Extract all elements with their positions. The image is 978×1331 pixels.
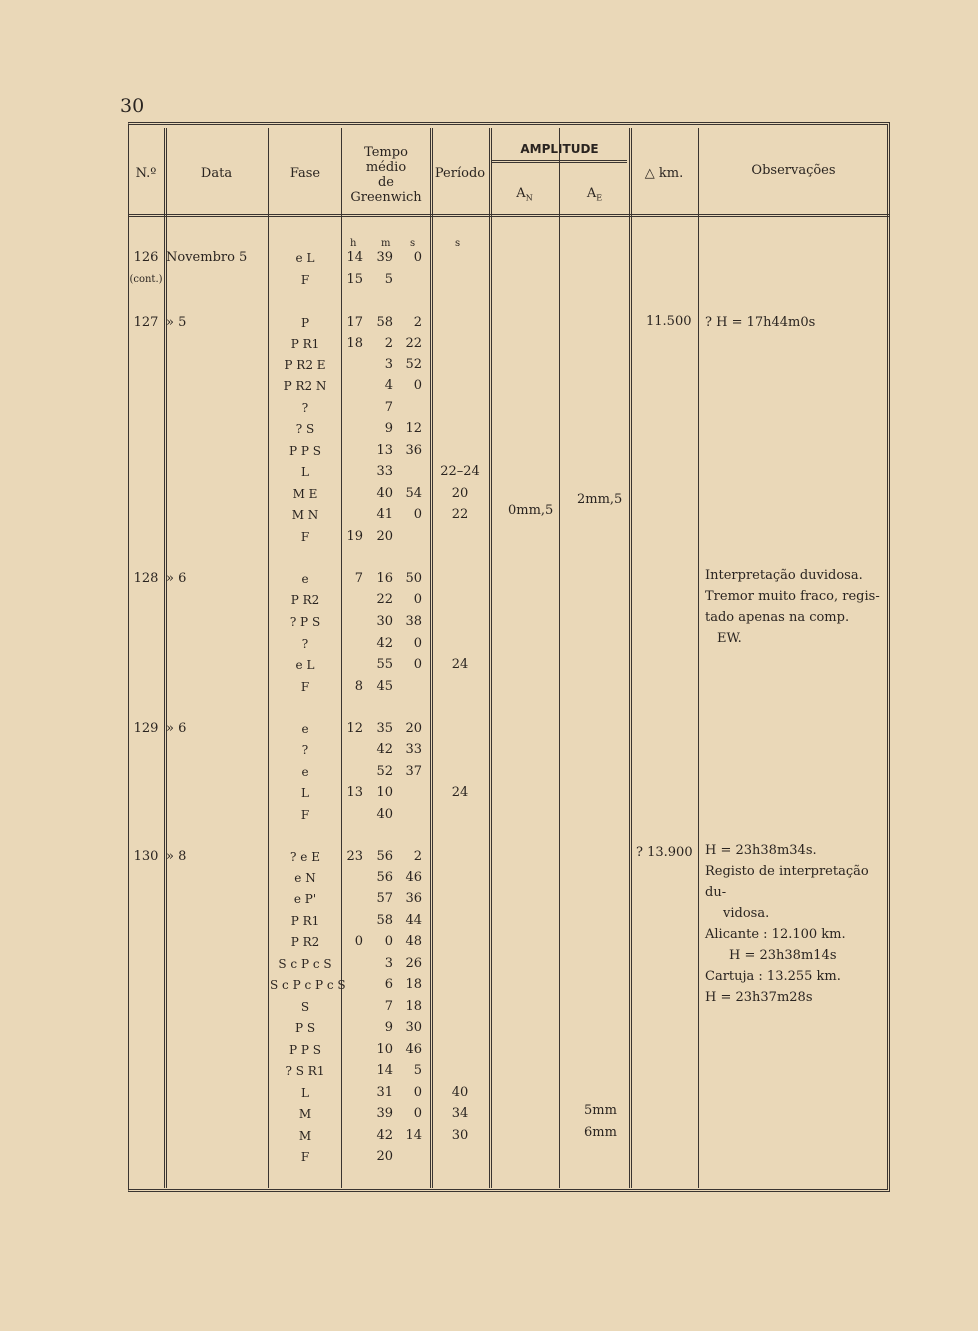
page-number: 30 (120, 95, 145, 117)
cell-s: 0 (413, 1106, 422, 1121)
cell-fase: M (298, 1107, 312, 1121)
cell-fase: P (300, 316, 310, 330)
cell-s: 0 (413, 657, 422, 672)
observacoes-128: Interpretação duvidosa. Tremor muito fraco, regis- tado apenas na comp. EW. (705, 568, 880, 646)
cell-data: » 6 (166, 721, 187, 736)
cell-data: » 5 (166, 315, 187, 330)
cell-m: 58 (376, 913, 393, 928)
cell-m: 22 (376, 592, 393, 607)
cell-m: 56 (376, 849, 393, 864)
cell-fase: e N (294, 871, 316, 885)
cell-h: 12 (346, 721, 363, 736)
unit-s: s (410, 238, 416, 249)
cell-m: 39 (376, 1106, 393, 1121)
cell-fase: e P' (293, 892, 317, 906)
cell-num: 130 (133, 849, 159, 864)
cell-m: 42 (376, 636, 393, 651)
cell-fase: e (301, 572, 309, 586)
cell-h: 19 (346, 529, 363, 544)
cell-m: 20 (376, 1149, 393, 1164)
cell-m: 31 (376, 1085, 393, 1100)
cell-h: 0 (354, 934, 363, 949)
cell-per: 24 (451, 785, 469, 800)
header-observacoes: Observações (751, 163, 836, 178)
cell-fase: M (298, 1129, 312, 1143)
cell-h: 13 (346, 785, 363, 800)
cell-fase: S (300, 1000, 310, 1014)
cell-s: 52 (405, 357, 422, 372)
cell-s: 37 (405, 764, 422, 779)
cell-fase: P R2 N (283, 379, 327, 393)
cell-fase: F (300, 273, 310, 287)
cell-fase: ? S (295, 422, 315, 436)
cell-m: 40 (376, 807, 393, 822)
cell-m: 42 (376, 742, 393, 757)
cell-fase: P R1 (290, 914, 320, 928)
cell-m: 41 (376, 507, 393, 522)
cell-m: 35 (376, 721, 393, 736)
cell-num: 128 (133, 571, 159, 586)
cell-s: 0 (413, 507, 422, 522)
cell-m: 9 (384, 421, 393, 436)
header-tempo: Tempo médio de Greenwich (350, 145, 422, 205)
cell-m: 3 (384, 357, 393, 372)
cell-fase: ? e E (290, 850, 320, 864)
cell-num: 129 (133, 721, 159, 736)
unit-h: h (350, 238, 357, 249)
cell-m: 7 (384, 999, 393, 1014)
cell-fase: F (300, 530, 310, 544)
cell-s: 18 (405, 999, 422, 1014)
amplitude-an-127: 0mm,5 (508, 503, 554, 518)
cell-s: 46 (405, 870, 422, 885)
km-130: ? 13.900 (636, 845, 693, 860)
amplitude-rule (492, 160, 627, 163)
amplitude-ae-130-2: 6mm (584, 1125, 617, 1140)
cell-h: 15 (346, 272, 363, 287)
cell-m: 0 (384, 934, 393, 949)
cell-per: 30 (451, 1128, 469, 1143)
cell-h: 17 (346, 315, 363, 330)
cell-m: 52 (376, 764, 393, 779)
amplitude-ae-127: 2mm,5 (577, 492, 623, 507)
cell-h: 8 (354, 679, 363, 694)
cell-s: 22 (405, 336, 422, 351)
cell-per: 22 (451, 507, 469, 522)
cell-fase: F (300, 808, 310, 822)
cell-fase: F (300, 1150, 310, 1164)
unit-periodo: s (455, 238, 461, 249)
cell-fase: L (301, 786, 309, 800)
header-bottom-rule (128, 214, 890, 217)
cell-data: Novembro 5 (166, 250, 248, 265)
header-amplitude: AMPLITUDE (520, 142, 599, 156)
header-fase: Fase (289, 166, 321, 181)
cell-h: 14 (346, 250, 363, 265)
cell-fase: e L (295, 658, 315, 672)
cell-s: 38 (405, 614, 422, 629)
cell-data: » 6 (166, 571, 187, 586)
cell-fase: P R2 (290, 593, 320, 607)
cell-s: 0 (413, 592, 422, 607)
cell-num: (cont.) (129, 274, 163, 285)
cell-m: 3 (384, 956, 393, 971)
cell-num: 127 (133, 315, 159, 330)
cell-data: » 8 (166, 849, 187, 864)
cell-s: 14 (405, 1128, 422, 1143)
cell-s: 5 (413, 1063, 422, 1078)
cell-fase: M E (292, 487, 318, 501)
observacoes-130: H = 23h38m34s. Registo de interpretação du- vidosa. Alicante : 12.100 km. H = 23h38m14s Cartuja : 13.255 km. H = 23h37m28s (705, 843, 869, 1005)
cell-m: 16 (376, 571, 393, 586)
cell-m: 33 (376, 464, 393, 479)
cell-m: 10 (376, 1042, 393, 1057)
cell-m: 58 (376, 315, 393, 330)
cell-per: 24 (451, 657, 469, 672)
cell-fase: P P S (289, 444, 321, 458)
observacoes-127: ? H = 17h44m0s (705, 315, 816, 330)
cell-s: 2 (413, 315, 422, 330)
header-km: △ km. (644, 166, 684, 181)
cell-fase: P R1 (290, 337, 320, 351)
cell-m: 9 (384, 1020, 393, 1035)
cell-fase: L (301, 1086, 309, 1100)
header-an: $A_N$ (516, 186, 533, 203)
cell-s: 46 (405, 1042, 422, 1057)
cell-fase: ? (301, 743, 309, 757)
cell-s: 30 (405, 1020, 422, 1035)
col-divider-an (559, 128, 560, 1188)
cell-fase: e (301, 765, 309, 779)
cell-s: 0 (413, 636, 422, 651)
header-ae: $A_E$ (586, 186, 603, 203)
cell-per: 20 (451, 486, 469, 501)
cell-m: 20 (376, 529, 393, 544)
cell-fase: S c P c S (278, 957, 332, 971)
cell-h: 7 (354, 571, 363, 586)
header-num: N.º (135, 166, 157, 181)
cell-num: 126 (133, 250, 159, 265)
cell-s: 2 (413, 849, 422, 864)
cell-s: 20 (405, 721, 422, 736)
col-divider-num (164, 128, 167, 1188)
cell-m: 6 (384, 977, 393, 992)
table-frame (128, 122, 890, 1192)
header-data: Data (200, 166, 233, 181)
cell-fase: ? (301, 401, 309, 415)
cell-m: 39 (376, 250, 393, 265)
col-divider-km (698, 128, 699, 1188)
cell-fase: e L (295, 251, 315, 265)
cell-fase: P R2 (290, 935, 320, 949)
cell-fase: ? (301, 637, 309, 651)
cell-m: 10 (376, 785, 393, 800)
cell-m: 55 (376, 657, 393, 672)
col-divider-periodo (489, 128, 492, 1188)
cell-m: 42 (376, 1128, 393, 1143)
cell-m: 2 (384, 336, 393, 351)
cell-m: 40 (376, 486, 393, 501)
cell-h: 18 (346, 336, 363, 351)
cell-m: 30 (376, 614, 393, 629)
cell-fase: S c P c P c S (270, 978, 346, 992)
cell-fase: P R2 E (284, 358, 326, 372)
cell-m: 4 (384, 378, 393, 393)
cell-s: 26 (405, 956, 422, 971)
cell-m: 14 (376, 1063, 393, 1078)
cell-per: 34 (451, 1106, 469, 1121)
cell-m: 45 (376, 679, 393, 694)
cell-s: 12 (405, 421, 422, 436)
cell-fase: P P S (289, 1043, 321, 1057)
cell-s: 18 (405, 977, 422, 992)
amplitude-ae-130-1: 5mm (584, 1103, 617, 1118)
cell-m: 13 (376, 443, 393, 458)
cell-s: 36 (405, 443, 422, 458)
cell-fase: e (301, 722, 309, 736)
cell-m: 56 (376, 870, 393, 885)
col-divider-ae (629, 128, 632, 1188)
cell-per: 40 (451, 1085, 469, 1100)
cell-s: 0 (413, 250, 422, 265)
header-periodo: Período (434, 166, 486, 181)
cell-fase: ? P S (289, 615, 321, 629)
cell-s: 0 (413, 378, 422, 393)
cell-s: 33 (405, 742, 422, 757)
cell-fase: F (300, 680, 310, 694)
cell-m: 7 (384, 400, 393, 415)
cell-s: 54 (405, 486, 422, 501)
col-divider-data (268, 128, 269, 1188)
cell-per: 22–24 (440, 464, 480, 479)
km-127: 11.500 (646, 314, 692, 329)
cell-fase: M N (291, 508, 319, 522)
cell-s: 0 (413, 1085, 422, 1100)
cell-s: 50 (405, 571, 422, 586)
cell-h: 23 (346, 849, 363, 864)
cell-s: 48 (405, 934, 422, 949)
cell-s: 44 (405, 913, 422, 928)
cell-fase: L (301, 465, 309, 479)
cell-s: 36 (405, 891, 422, 906)
unit-m: m (381, 238, 391, 249)
cell-fase: ? S R1 (285, 1064, 325, 1078)
cell-m: 5 (384, 272, 393, 287)
cell-fase: P S (294, 1021, 316, 1035)
cell-m: 57 (376, 891, 393, 906)
